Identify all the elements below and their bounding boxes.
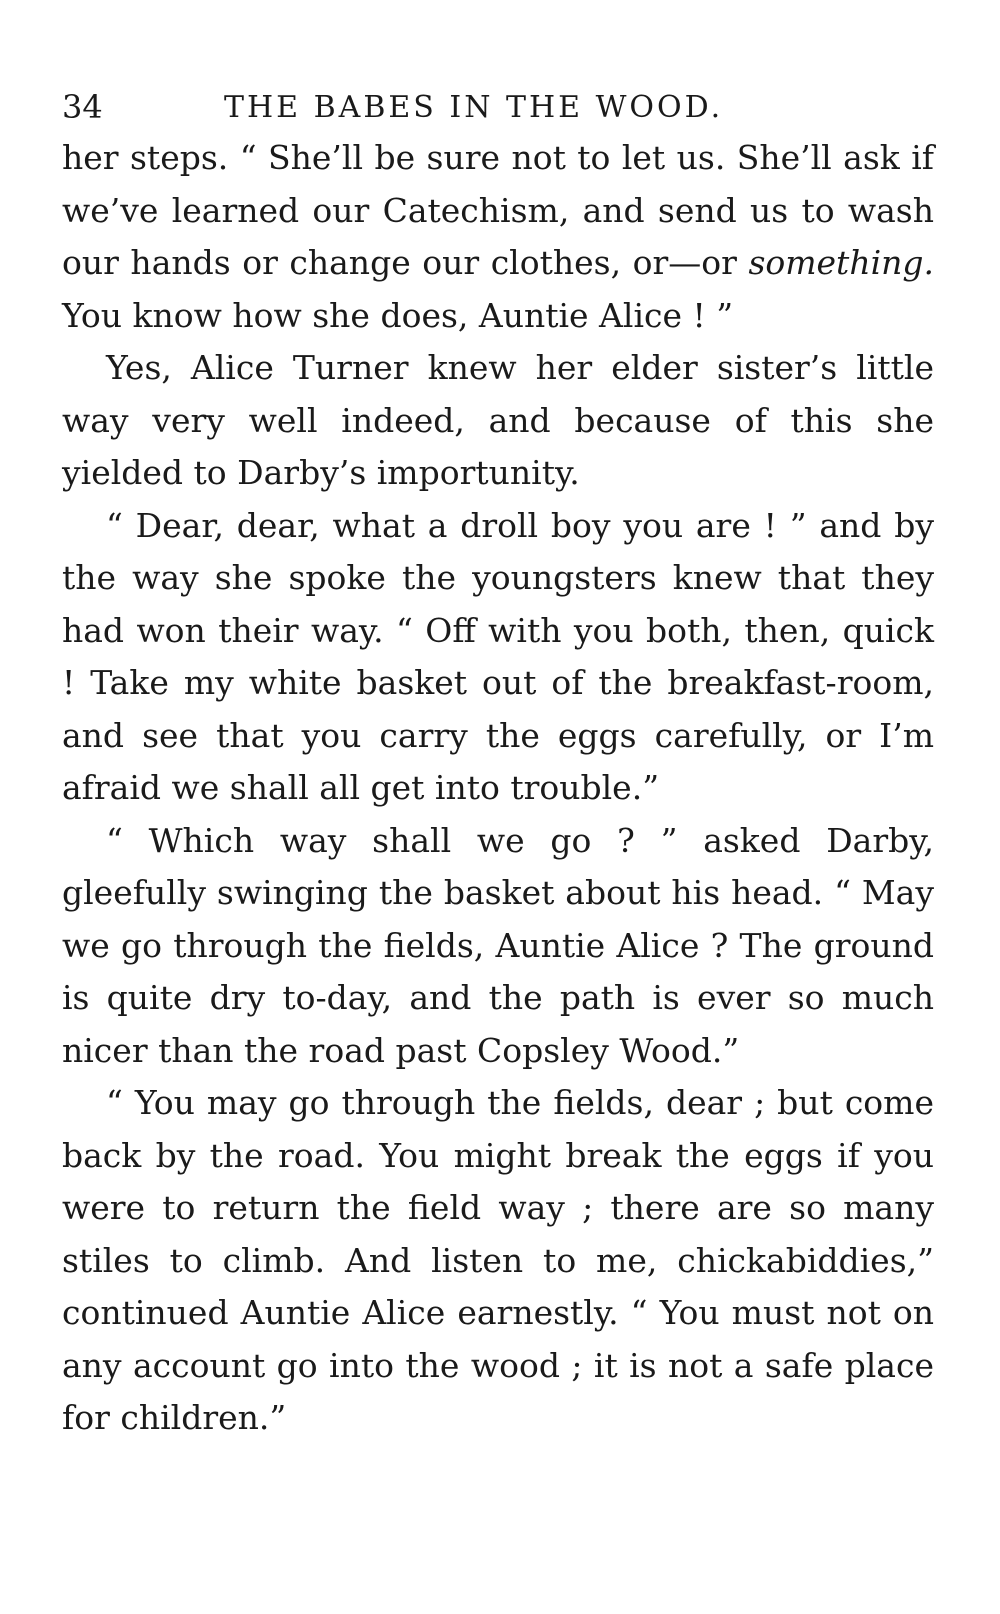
paragraph-2: Yes, Alice Turner knew her elder sister’s little way very well indeed, and because of this she yielded to Darby’s importunity.	[62, 348, 934, 492]
paragraph-4: “ Which way shall we go ? ” asked Darby, gleefully swinging the basket about his head. “ May we go through the fields, Auntie Alice ? The ground is quite dry to-day, and the path is ever so much nicer than the road past Copsley Wood.”	[62, 820, 934, 1070]
paragraph-5: “ You may go through the fields, dear ; but come back by the road. You might break the eggs if you were to return the field way ; there are so many stiles to climb. And listen to me, chickabiddies,” continued Auntie Alice earnestly. “ You must not on any account go into the wood ; it is not a safe place for children.”	[62, 1083, 934, 1437]
paragraph-1-emphasis: something.	[748, 243, 934, 282]
paragraph-1	[62, 132, 934, 342]
page-number: 34	[62, 88, 103, 126]
paragraph-3: “ Dear, dear, what a droll boy you are ! ” and by the way she spoke the youngsters knew that they had won their way. “ Off with you both, then, quick ! Take my white basket out of the breakfast-room, and see that you carry the eggs carefully, or I’m afraid we shall all get into trouble.”	[62, 505, 934, 807]
paragraph-1-text-end: You know how she does, Auntie Alice ! ”	[62, 295, 734, 335]
running-head	[62, 80, 934, 132]
book-page	[62, 80, 934, 1445]
running-title: THE BABES IN THE WOOD.	[224, 90, 724, 125]
paragraph-1-text: her steps. “ She’ll be sure not to let us. She’ll ask if we’ve learned our Catechism, and send us to wash our hands or change our clothes, or—or	[62, 138, 934, 282]
body-text	[62, 132, 934, 1445]
